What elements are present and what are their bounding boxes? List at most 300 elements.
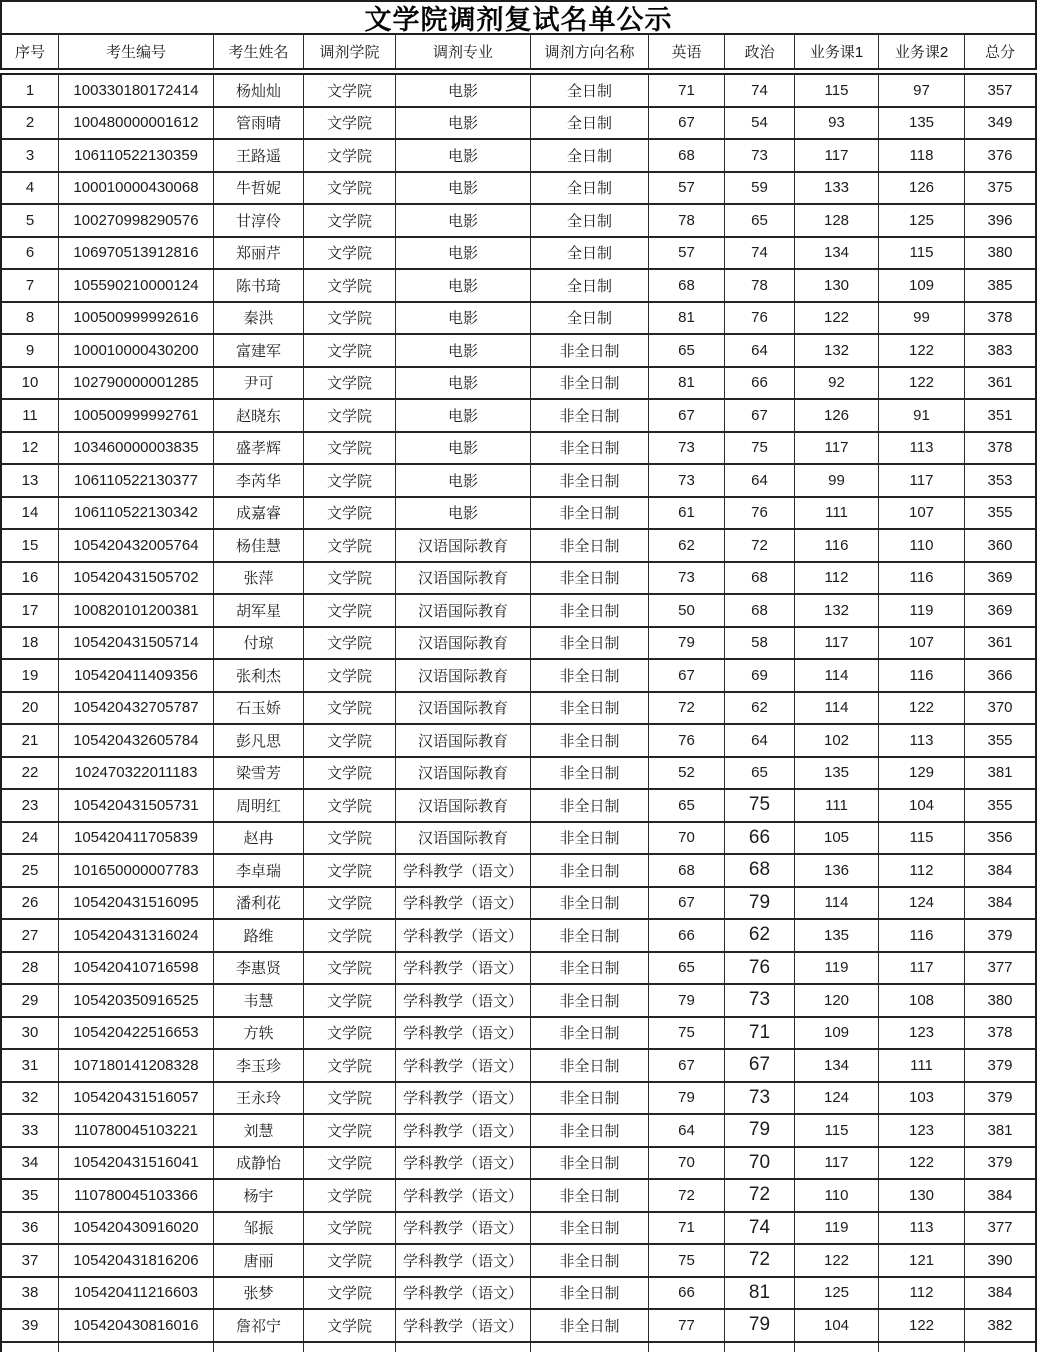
- column-header-index: 序号: [2, 35, 59, 68]
- cell-name: 管雨晴: [214, 108, 304, 139]
- cell-index: 35: [2, 1180, 59, 1211]
- cell-index: 37: [2, 1245, 59, 1276]
- cell-index: 13: [2, 465, 59, 496]
- cell-total: 381: [987, 764, 1013, 782]
- column-header-college: 调剂学院: [304, 35, 396, 68]
- table-header-row: [0, 35, 1037, 70]
- cell-college: 文学院: [304, 1083, 396, 1114]
- cell-candidate-id: 106110522130342: [59, 498, 214, 529]
- cell-direction: 非全日制: [531, 498, 649, 529]
- table-row: [2, 1310, 1035, 1343]
- cell-course1: 111: [795, 790, 879, 821]
- cell-candidate-id: 105420431505731: [59, 790, 214, 821]
- table-row: [2, 530, 1035, 563]
- cell-course2: 117: [879, 953, 965, 984]
- cell-index: 22: [2, 758, 59, 789]
- cell-college: 文学院: [304, 693, 396, 724]
- cell-name: 石玉娇: [214, 693, 304, 724]
- cell-total: 377: [987, 959, 1013, 977]
- cell-course2: 129: [879, 758, 965, 789]
- cell-direction: 非全日制: [531, 1148, 649, 1179]
- cell-name: 梁雪芳: [214, 758, 304, 789]
- table-row: [2, 303, 1035, 336]
- table-row: [2, 433, 1035, 466]
- cell-direction: 非全日制: [531, 693, 649, 724]
- cell-english: 61: [649, 498, 725, 529]
- cell-direction: 非全日制: [531, 758, 649, 789]
- cell-college: 文学院: [304, 498, 396, 529]
- cell-name: 刘慧: [214, 1115, 304, 1146]
- table-row: [2, 1148, 1035, 1181]
- table-row: [2, 1245, 1035, 1278]
- cell-english: 52: [649, 758, 725, 789]
- table-row: [2, 985, 1035, 1018]
- cell-empty: [649, 1343, 725, 1352]
- cell-politics: 59: [725, 173, 795, 204]
- cell-english: 68: [649, 855, 725, 886]
- cell-english: 67: [649, 888, 725, 919]
- cell-direction: 非全日制: [531, 368, 649, 399]
- cell-direction: 非全日制: [531, 628, 649, 659]
- cell-direction: 全日制: [531, 140, 649, 171]
- cell-index: 3: [2, 140, 59, 171]
- cell-index: 4: [2, 173, 59, 204]
- cell-major: 学科教学（语文）: [396, 1213, 531, 1244]
- cell-total: 378: [987, 309, 1013, 327]
- cell-name: 王路遥: [214, 140, 304, 171]
- cell-english: 77: [649, 1310, 725, 1341]
- cell-politics: 62: [725, 693, 795, 724]
- cell-index: 20: [2, 693, 59, 724]
- cell-index: 15: [2, 530, 59, 561]
- cell-course1: 134: [795, 1050, 879, 1081]
- cell-total: 369: [987, 601, 1013, 619]
- table-row: [2, 173, 1035, 206]
- cell-candidate-id: 102470322011183: [59, 758, 214, 789]
- cell-candidate-id: 105420431816206: [59, 1245, 214, 1276]
- cell-direction: 非全日制: [531, 595, 649, 626]
- table-row: [2, 1018, 1035, 1051]
- cell-course1: 115: [795, 75, 879, 106]
- cell-name: 王永玲: [214, 1083, 304, 1114]
- cell-total: 382: [987, 1316, 1013, 1334]
- cell-index: 27: [2, 920, 59, 951]
- cell-course1: 114: [795, 660, 879, 691]
- cell-college: 文学院: [304, 1310, 396, 1341]
- cell-total: 378: [987, 439, 1013, 457]
- cell-college: 文学院: [304, 790, 396, 821]
- cell-college: 文学院: [304, 205, 396, 236]
- cell-english: 75: [649, 1018, 725, 1049]
- cell-english: 57: [649, 238, 725, 269]
- cell-course1: 109: [795, 1018, 879, 1049]
- cell-name: 甘淳伶: [214, 205, 304, 236]
- cell-index: 28: [2, 953, 59, 984]
- cell-major: 电影: [396, 108, 531, 139]
- cell-name: 付琼: [214, 628, 304, 659]
- cell-total: 379: [987, 1089, 1013, 1107]
- column-header-total: 总分: [984, 44, 1015, 61]
- cell-direction: 全日制: [531, 108, 649, 139]
- cell-name: 富建军: [214, 335, 304, 366]
- cell-direction: 非全日制: [531, 888, 649, 919]
- cell-name: 杨佳慧: [214, 530, 304, 561]
- table-row: [2, 660, 1035, 693]
- column-header-politics: 政治: [725, 35, 795, 68]
- cell-major: 学科教学（语文）: [396, 1310, 531, 1341]
- cell-course1: 112: [795, 563, 879, 594]
- cell-course2: 116: [879, 920, 965, 951]
- cell-course1: 126: [795, 400, 879, 431]
- cell-candidate-id: 100270998290576: [59, 205, 214, 236]
- cell-course1: 120: [795, 985, 879, 1016]
- cell-college: 文学院: [304, 75, 396, 106]
- cell-course2: 124: [879, 888, 965, 919]
- table-row: [2, 1180, 1035, 1213]
- cell-politics: 66: [725, 368, 795, 399]
- cell-total: 385: [987, 276, 1013, 294]
- column-header-direction: 调剂方向名称: [531, 35, 649, 68]
- cell-major: 电影: [396, 498, 531, 529]
- table-row: [2, 270, 1035, 303]
- cell-name: 杨宇: [214, 1180, 304, 1211]
- cell-college: 文学院: [304, 1018, 396, 1049]
- cell-college: 文学院: [304, 1115, 396, 1146]
- cell-english: 50: [649, 595, 725, 626]
- cell-english: 66: [649, 1278, 725, 1309]
- cell-empty: [795, 1343, 879, 1352]
- cell-index: 25: [2, 855, 59, 886]
- cell-politics: 64: [725, 335, 795, 366]
- cell-candidate-id: 105420431505714: [59, 628, 214, 659]
- cell-candidate-id: 105420432605784: [59, 725, 214, 756]
- cell-politics: 62: [725, 920, 795, 951]
- table-row: [2, 920, 1035, 953]
- cell-politics: 70: [725, 1148, 795, 1179]
- table-row: [2, 628, 1035, 661]
- table-row: [2, 205, 1035, 238]
- cell-direction: 非全日制: [531, 725, 649, 756]
- cell-major: 汉语国际教育: [396, 758, 531, 789]
- cell-english: 68: [649, 140, 725, 171]
- cell-politics: 65: [725, 758, 795, 789]
- cell-index: 26: [2, 888, 59, 919]
- cell-course2: 130: [879, 1180, 965, 1211]
- cell-course2: 123: [879, 1115, 965, 1146]
- table-row: [2, 790, 1035, 823]
- cell-english: 66: [649, 920, 725, 951]
- cell-candidate-id: 100500999992616: [59, 303, 214, 334]
- table-row-partial: [2, 1343, 1035, 1352]
- cell-college: 文学院: [304, 270, 396, 301]
- cell-empty: [531, 1343, 649, 1352]
- cell-direction: 全日制: [531, 238, 649, 269]
- cell-course1: 92: [795, 368, 879, 399]
- cell-english: 79: [649, 1083, 725, 1114]
- cell-major: 电影: [396, 205, 531, 236]
- table-row: [2, 823, 1035, 856]
- cell-politics: 72: [725, 1180, 795, 1211]
- cell-politics: 68: [725, 563, 795, 594]
- cell-index: 9: [2, 335, 59, 366]
- column-header-english: 英语: [649, 35, 725, 68]
- cell-course2: 109: [879, 270, 965, 301]
- cell-index: 10: [2, 368, 59, 399]
- cell-total: 370: [987, 699, 1013, 717]
- cell-course2: 126: [879, 173, 965, 204]
- table-row: [2, 498, 1035, 531]
- cell-candidate-id: 105420430816016: [59, 1310, 214, 1341]
- cell-college: 文学院: [304, 660, 396, 691]
- cell-index: 23: [2, 790, 59, 821]
- cell-major: 汉语国际教育: [396, 725, 531, 756]
- cell-course1: 119: [795, 1213, 879, 1244]
- cell-candidate-id: 105420432005764: [59, 530, 214, 561]
- cell-candidate-id: 105420432705787: [59, 693, 214, 724]
- cell-major: 汉语国际教育: [396, 790, 531, 821]
- cell-college: 文学院: [304, 368, 396, 399]
- cell-politics: 79: [725, 1115, 795, 1146]
- table-row: [2, 1083, 1035, 1116]
- cell-college: 文学院: [304, 303, 396, 334]
- cell-college: 文学院: [304, 173, 396, 204]
- cell-empty: [965, 1343, 1035, 1352]
- cell-politics: 64: [725, 465, 795, 496]
- cell-course2: 121: [879, 1245, 965, 1276]
- cell-name: 张梦: [214, 1278, 304, 1309]
- cell-index: 5: [2, 205, 59, 236]
- cell-english: 64: [649, 1115, 725, 1146]
- cell-major: 汉语国际教育: [396, 823, 531, 854]
- cell-politics: 67: [725, 1050, 795, 1081]
- cell-total: 380: [987, 991, 1013, 1009]
- cell-candidate-id: 105420431516057: [59, 1083, 214, 1114]
- cell-candidate-id: 100500999992761: [59, 400, 214, 431]
- cell-name: 李卓瑞: [214, 855, 304, 886]
- cell-course2: 122: [879, 1148, 965, 1179]
- cell-name: 赵晓东: [214, 400, 304, 431]
- cell-candidate-id: 106110522130377: [59, 465, 214, 496]
- cell-name: 彭凡思: [214, 725, 304, 756]
- cell-major: 学科教学（语文）: [396, 1278, 531, 1309]
- table-body: [0, 73, 1037, 1352]
- cell-name: 邹振: [214, 1213, 304, 1244]
- cell-name: 韦慧: [214, 985, 304, 1016]
- cell-index: 24: [2, 823, 59, 854]
- cell-college: 文学院: [304, 920, 396, 951]
- cell-course2: 107: [879, 628, 965, 659]
- table-row: [2, 1213, 1035, 1246]
- cell-politics: 72: [725, 1245, 795, 1276]
- table-row: [2, 855, 1035, 888]
- cell-major: 学科教学（语文）: [396, 1018, 531, 1049]
- cell-major: 汉语国际教育: [396, 530, 531, 561]
- cell-direction: 非全日制: [531, 335, 649, 366]
- cell-name: 詹祁宁: [214, 1310, 304, 1341]
- cell-college: 文学院: [304, 1148, 396, 1179]
- cell-course2: 104: [879, 790, 965, 821]
- cell-name: 成静怡: [214, 1148, 304, 1179]
- table-row: [2, 693, 1035, 726]
- cell-empty: [214, 1343, 304, 1352]
- cell-name: 陈书琦: [214, 270, 304, 301]
- cell-total: 378: [987, 1024, 1013, 1042]
- cell-college: 文学院: [304, 823, 396, 854]
- cell-english: 70: [649, 823, 725, 854]
- cell-course1: 117: [795, 433, 879, 464]
- cell-course2: 113: [879, 433, 965, 464]
- cell-total: 366: [987, 666, 1013, 684]
- cell-name: 李惠贤: [214, 953, 304, 984]
- cell-major: 汉语国际教育: [396, 628, 531, 659]
- cell-course1: 128: [795, 205, 879, 236]
- cell-college: 文学院: [304, 1050, 396, 1081]
- cell-major: 学科教学（语文）: [396, 1148, 531, 1179]
- cell-college: 文学院: [304, 855, 396, 886]
- cell-major: 电影: [396, 140, 531, 171]
- cell-english: 81: [649, 303, 725, 334]
- cell-english: 71: [649, 1213, 725, 1244]
- cell-candidate-id: 110780045103366: [59, 1180, 214, 1211]
- cell-direction: 非全日制: [531, 823, 649, 854]
- cell-empty: [396, 1343, 531, 1352]
- cell-politics: 64: [725, 725, 795, 756]
- cell-total: 356: [987, 829, 1013, 847]
- cell-course2: 125: [879, 205, 965, 236]
- cell-college: 文学院: [304, 335, 396, 366]
- cell-index: 12: [2, 433, 59, 464]
- cell-direction: 非全日制: [531, 465, 649, 496]
- cell-candidate-id: 102790000001285: [59, 368, 214, 399]
- column-header-name: 考生姓名: [214, 35, 304, 68]
- cell-direction: 全日制: [531, 303, 649, 334]
- cell-course2: 97: [879, 75, 965, 106]
- cell-total: 380: [987, 244, 1013, 262]
- cell-candidate-id: 106970513912816: [59, 238, 214, 269]
- cell-course2: 115: [879, 238, 965, 269]
- cell-course1: 105: [795, 823, 879, 854]
- cell-politics: 76: [725, 498, 795, 529]
- table-row: [2, 758, 1035, 791]
- cell-english: 67: [649, 1050, 725, 1081]
- cell-major: 学科教学（语文）: [396, 1245, 531, 1276]
- cell-candidate-id: 105420411409356: [59, 660, 214, 691]
- cell-english: 67: [649, 400, 725, 431]
- cell-index: 14: [2, 498, 59, 529]
- cell-english: 75: [649, 1245, 725, 1276]
- cell-direction: 全日制: [531, 75, 649, 106]
- cell-course1: 114: [795, 693, 879, 724]
- cell-total: 355: [987, 731, 1013, 749]
- cell-candidate-id: 105420431516041: [59, 1148, 214, 1179]
- cell-politics: 68: [725, 855, 795, 886]
- table-row: [2, 563, 1035, 596]
- cell-direction: 非全日制: [531, 1018, 649, 1049]
- table-row: [2, 140, 1035, 173]
- cell-index: 2: [2, 108, 59, 139]
- cell-major: 学科教学（语文）: [396, 888, 531, 919]
- cell-name: 胡军星: [214, 595, 304, 626]
- cell-candidate-id: 105590210000124: [59, 270, 214, 301]
- cell-direction: 非全日制: [531, 1115, 649, 1146]
- cell-name: 郑丽芹: [214, 238, 304, 269]
- cell-name: 李玉珍: [214, 1050, 304, 1081]
- cell-total: 361: [987, 634, 1013, 652]
- cell-direction: 非全日制: [531, 855, 649, 886]
- cell-course1: 93: [795, 108, 879, 139]
- cell-course2: 118: [879, 140, 965, 171]
- cell-name: 周明红: [214, 790, 304, 821]
- cell-politics: 78: [725, 270, 795, 301]
- cell-total: 376: [987, 146, 1013, 164]
- cell-politics: 68: [725, 595, 795, 626]
- cell-direction: 全日制: [531, 173, 649, 204]
- cell-course1: 136: [795, 855, 879, 886]
- cell-course2: 108: [879, 985, 965, 1016]
- cell-english: 65: [649, 335, 725, 366]
- cell-total: 384: [987, 861, 1013, 879]
- cell-major: 电影: [396, 303, 531, 334]
- cell-course1: 122: [795, 303, 879, 334]
- cell-index: 16: [2, 563, 59, 594]
- table-row: [2, 1115, 1035, 1148]
- cell-empty: [725, 1343, 795, 1352]
- cell-english: 81: [649, 368, 725, 399]
- cell-college: 文学院: [304, 1278, 396, 1309]
- cell-course1: 124: [795, 1083, 879, 1114]
- cell-major: 汉语国际教育: [396, 595, 531, 626]
- cell-major: 学科教学（语文）: [396, 920, 531, 951]
- cell-direction: 非全日制: [531, 433, 649, 464]
- cell-direction: 全日制: [531, 205, 649, 236]
- cell-course2: 112: [879, 1278, 965, 1309]
- cell-college: 文学院: [304, 1245, 396, 1276]
- cell-politics: 81: [725, 1278, 795, 1309]
- cell-name: 张利杰: [214, 660, 304, 691]
- cell-empty: [59, 1343, 214, 1352]
- cell-candidate-id: 110780045103221: [59, 1115, 214, 1146]
- cell-total: 383: [987, 341, 1013, 359]
- column-header-major: 调剂专业: [396, 35, 531, 68]
- cell-college: 文学院: [304, 140, 396, 171]
- cell-index: 32: [2, 1083, 59, 1114]
- cell-english: 67: [649, 660, 725, 691]
- cell-course2: 135: [879, 108, 965, 139]
- cell-direction: 非全日制: [531, 920, 649, 951]
- cell-politics: 79: [725, 888, 795, 919]
- page-title: 文学院调剂复试名单公示: [0, 0, 1037, 35]
- cell-college: 文学院: [304, 758, 396, 789]
- cell-course2: 122: [879, 1310, 965, 1341]
- cell-course1: 125: [795, 1278, 879, 1309]
- cell-direction: 非全日制: [531, 1180, 649, 1211]
- cell-english: 65: [649, 790, 725, 821]
- cell-english: 68: [649, 270, 725, 301]
- cell-major: 电影: [396, 433, 531, 464]
- cell-politics: 73: [725, 140, 795, 171]
- cell-name: 方轶: [214, 1018, 304, 1049]
- cell-english: 73: [649, 433, 725, 464]
- table-row: [2, 108, 1035, 141]
- table-row: [2, 238, 1035, 271]
- cell-politics: 58: [725, 628, 795, 659]
- cell-course1: 116: [795, 530, 879, 561]
- cell-index: 1: [2, 75, 59, 106]
- cell-course2: 107: [879, 498, 965, 529]
- table-row: [2, 888, 1035, 921]
- table-row: [2, 1050, 1035, 1083]
- cell-direction: 非全日制: [531, 530, 649, 561]
